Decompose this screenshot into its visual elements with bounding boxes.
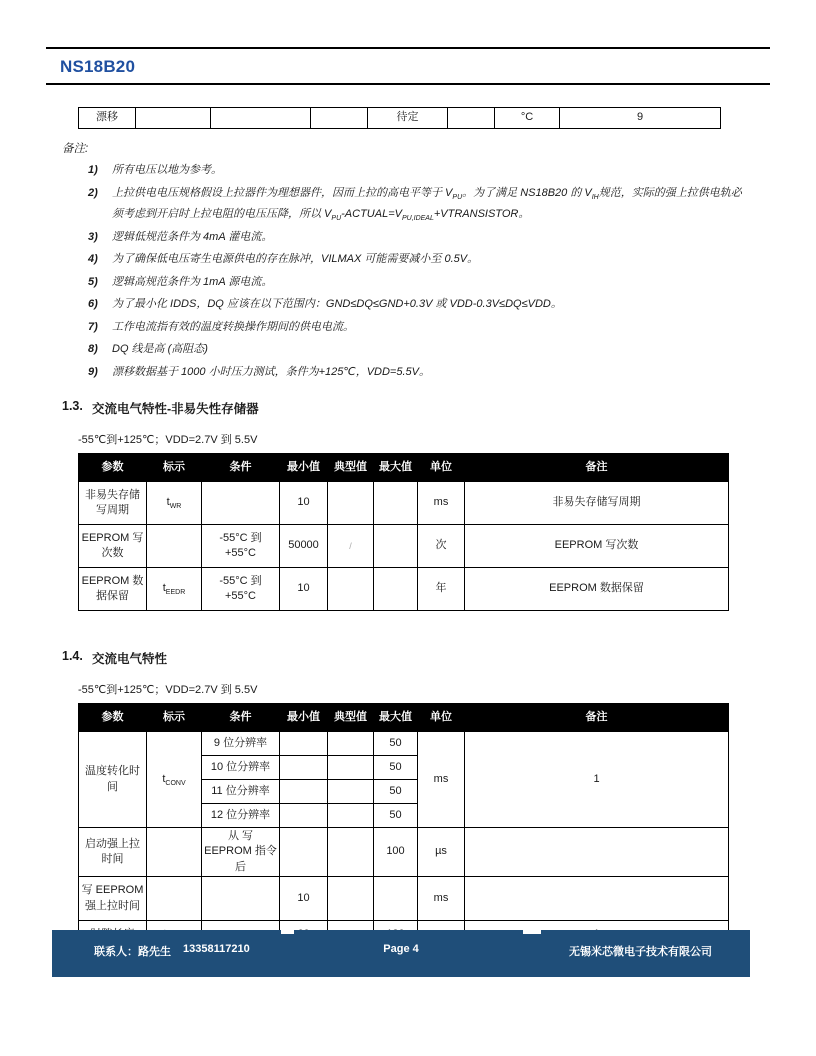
footer-page-number: Page 4 (383, 943, 419, 955)
cell-condition (211, 108, 311, 129)
table-row (79, 828, 729, 877)
cell-unit: ms (418, 732, 465, 828)
header-rule-top (46, 47, 770, 49)
cell-typ (328, 756, 374, 780)
note-item (88, 294, 748, 316)
cell-max: 50 (374, 732, 418, 756)
cell-param: 写 EEPROM 强上拉时间 (79, 877, 147, 921)
col-symbol: 标示 (147, 704, 202, 732)
cell-symbol: $t_{EEDR}$ (147, 568, 202, 611)
cell-condition: 10 位分辨率 (202, 756, 280, 780)
note-number: 8) (88, 343, 98, 355)
cell-max: 100 (374, 828, 418, 877)
cell-condition: 12 位分辨率 (202, 804, 280, 828)
note-item (88, 183, 748, 226)
footer-company: 无锡米芯微电子技术有限公司 (569, 946, 712, 958)
table-row (79, 482, 729, 525)
col-condition: 条件 (202, 704, 280, 732)
cell-symbol (147, 525, 202, 568)
note-text: 为了最小化 IDDS，DQ 应该在以下范围内：GND≤DQ≤GND+0.3V 或 VDD-0.3V≤DQ≤VDD。 (112, 298, 562, 310)
col-typ: 典型值 (328, 454, 374, 482)
cell-typ (328, 828, 374, 877)
col-unit: 单位 (418, 704, 465, 732)
cell-condition: 从 写 EEPROM 指令后 (202, 828, 280, 877)
table-row (79, 108, 721, 129)
note-number: 9) (88, 365, 98, 378)
cell-unit: ms (418, 877, 465, 921)
cell-min (280, 780, 328, 804)
note-item (88, 249, 748, 271)
col-min: 最小值 (280, 704, 328, 732)
cell-min: 10 (280, 877, 328, 921)
section-title: 交流电气特性-非易失性存储器 (92, 402, 259, 416)
notes-list (88, 160, 748, 383)
cell-typ (328, 482, 374, 525)
col-max: 最大值 (374, 704, 418, 732)
section-title: 交流电气特性 (92, 652, 168, 666)
cell-max: 50 (374, 756, 418, 780)
col-param: 参数 (79, 454, 147, 482)
cell-remark (465, 877, 729, 921)
cell-param: EEPROM 数据保留 (79, 568, 147, 611)
cell-param: 温度转化时间 (79, 732, 147, 828)
footer-notch (523, 930, 541, 934)
cell-min: 10 (280, 482, 328, 525)
section-1-4-conditions: -55℃到+125℃；VDD=2.7V 到 5.5V (78, 684, 258, 696)
footer-contact (94, 943, 250, 959)
cell-symbol (147, 877, 202, 921)
col-param: 参数 (79, 704, 147, 732)
cell-condition: 9 位分辨率 (202, 732, 280, 756)
cell-typ (328, 804, 374, 828)
note-number: 4) (88, 253, 98, 265)
contact-label: 联系人：路先生 (94, 946, 171, 958)
col-unit: 单位 (418, 454, 465, 482)
section-heading-1-3 (62, 399, 816, 417)
cell-symbol (147, 828, 202, 877)
contact-phone: 13358117210 (183, 943, 250, 955)
cell-param: EEPROM 写次数 (79, 525, 147, 568)
cell-min (280, 756, 328, 780)
cell-condition: -55°C 到 +55°C (202, 525, 280, 568)
cell-max: 50 (374, 780, 418, 804)
note-item (88, 317, 748, 339)
cell-typ (328, 732, 374, 756)
table-ac-nonvolatile (78, 453, 729, 611)
table-ac-characteristics (78, 703, 729, 949)
note-text: 所有电压以地为参考。 (112, 164, 222, 176)
header-rule-bottom (46, 83, 770, 85)
cell-remark: 非易失存储写周期 (465, 482, 729, 525)
note-text: DQ 线是高 (高阻态) (112, 343, 208, 355)
cell-condition: 11 位分辨率 (202, 780, 280, 804)
cell-max (374, 877, 418, 921)
cell-param: 启动强上拉时间 (79, 828, 147, 877)
note-number: 3) (88, 230, 98, 243)
note-text: 为了确保低电压寄生电源供电的存在脉冲，VILMAX 可能需要减小至 0.5V。 (112, 253, 479, 265)
cell-param: 漂移 (79, 108, 136, 129)
note-number: 6) (88, 298, 98, 310)
cell-typ: / (328, 525, 374, 568)
cell-min (280, 828, 328, 877)
cell-max (374, 568, 418, 611)
footer-notch (281, 930, 294, 934)
col-typ: 典型值 (328, 704, 374, 732)
note-text: 漂移数据基于 1000 小时压力测试，条件为+125℃，VDD=5.5V。 (112, 365, 430, 378)
cell-condition: -55°C 到 +55°C (202, 568, 280, 611)
cell-remark: 1 (465, 732, 729, 828)
cell-min: 10 (280, 568, 328, 611)
note-item (88, 227, 748, 249)
note-item (88, 339, 748, 361)
cell-condition (202, 482, 280, 525)
page-footer (52, 930, 750, 977)
note-text: 逻辑高规范条件为 1mA 源电流。 (112, 275, 273, 288)
drift-table-fragment (78, 107, 721, 129)
cell-min (280, 804, 328, 828)
cell-unit: 次 (418, 525, 465, 568)
table-header-row (79, 704, 729, 732)
section-1-3-conditions: -55℃到+125℃；VDD=2.7V 到 5.5V (78, 434, 258, 446)
cell-typ (328, 780, 374, 804)
section-number: 1.3. (62, 399, 83, 413)
cell-remark: EEPROM 数据保留 (465, 568, 729, 611)
note-text: 逻辑低规范条件为 4mA 灌电流。 (112, 230, 273, 243)
cell-max (374, 482, 418, 525)
cell-min (280, 732, 328, 756)
cell-param: 非易失存储写周期 (79, 482, 147, 525)
table-header-row (79, 454, 729, 482)
cell-symbol: $t_{WR}$ (147, 482, 202, 525)
cell-symbol: $t_{CONV}$ (147, 732, 202, 828)
cell-remark (465, 828, 729, 877)
col-condition: 条件 (202, 454, 280, 482)
note-text: 工作电流指有效的温度转换操作期间的供电电流。 (112, 320, 354, 333)
section-heading-1-4 (62, 649, 816, 667)
cell-condition (202, 877, 280, 921)
cell-remark: EEPROM 写次数 (465, 525, 729, 568)
col-remark: 备注 (465, 704, 729, 732)
table-row (79, 877, 729, 921)
col-min: 最小值 (280, 454, 328, 482)
cell-typ (328, 568, 374, 611)
cell-max: 50 (374, 804, 418, 828)
notes-label: 备注: (62, 143, 89, 155)
cell-max (374, 525, 418, 568)
col-remark: 备注 (465, 454, 729, 482)
page-title: NS18B20 (60, 57, 136, 76)
note-number: 1) (88, 164, 98, 176)
cell-min: 50000 (280, 525, 328, 568)
cell-max (448, 108, 495, 129)
note-item (88, 160, 748, 182)
note-number: 2) (88, 186, 98, 199)
cell-symbol (136, 108, 211, 129)
table-row (79, 525, 729, 568)
col-max: 最大值 (374, 454, 418, 482)
note-item (88, 272, 748, 294)
cell-remark: 9 (560, 108, 721, 129)
table-row (79, 732, 729, 756)
note-number: 7) (88, 320, 98, 333)
table-row (79, 568, 729, 611)
cell-unit: ms (418, 482, 465, 525)
cell-typ (328, 877, 374, 921)
cell-unit: µs (418, 828, 465, 877)
cell-unit: 年 (418, 568, 465, 611)
note-text: 上拉供电电压规格假设上拉器件为理想器件，因而上拉的高电平等于 $V_{PU}$。为了满足 NS18B20 的 $V_{IH}$规范，实际的强上拉供电轨必须考虑到开启时上拉电阻的电压压降，所以 $V_{PU}-ACTUAL=V_{PU,IDEAL}+VTRANSISTOR$。 (112, 186, 742, 223)
note-number: 5) (88, 275, 98, 288)
section-number: 1.4. (62, 649, 83, 663)
note-item (88, 362, 748, 384)
cell-typ: 待定 (368, 108, 448, 129)
cell-unit: °C (495, 108, 560, 129)
cell-min (311, 108, 368, 129)
col-symbol: 标示 (147, 454, 202, 482)
